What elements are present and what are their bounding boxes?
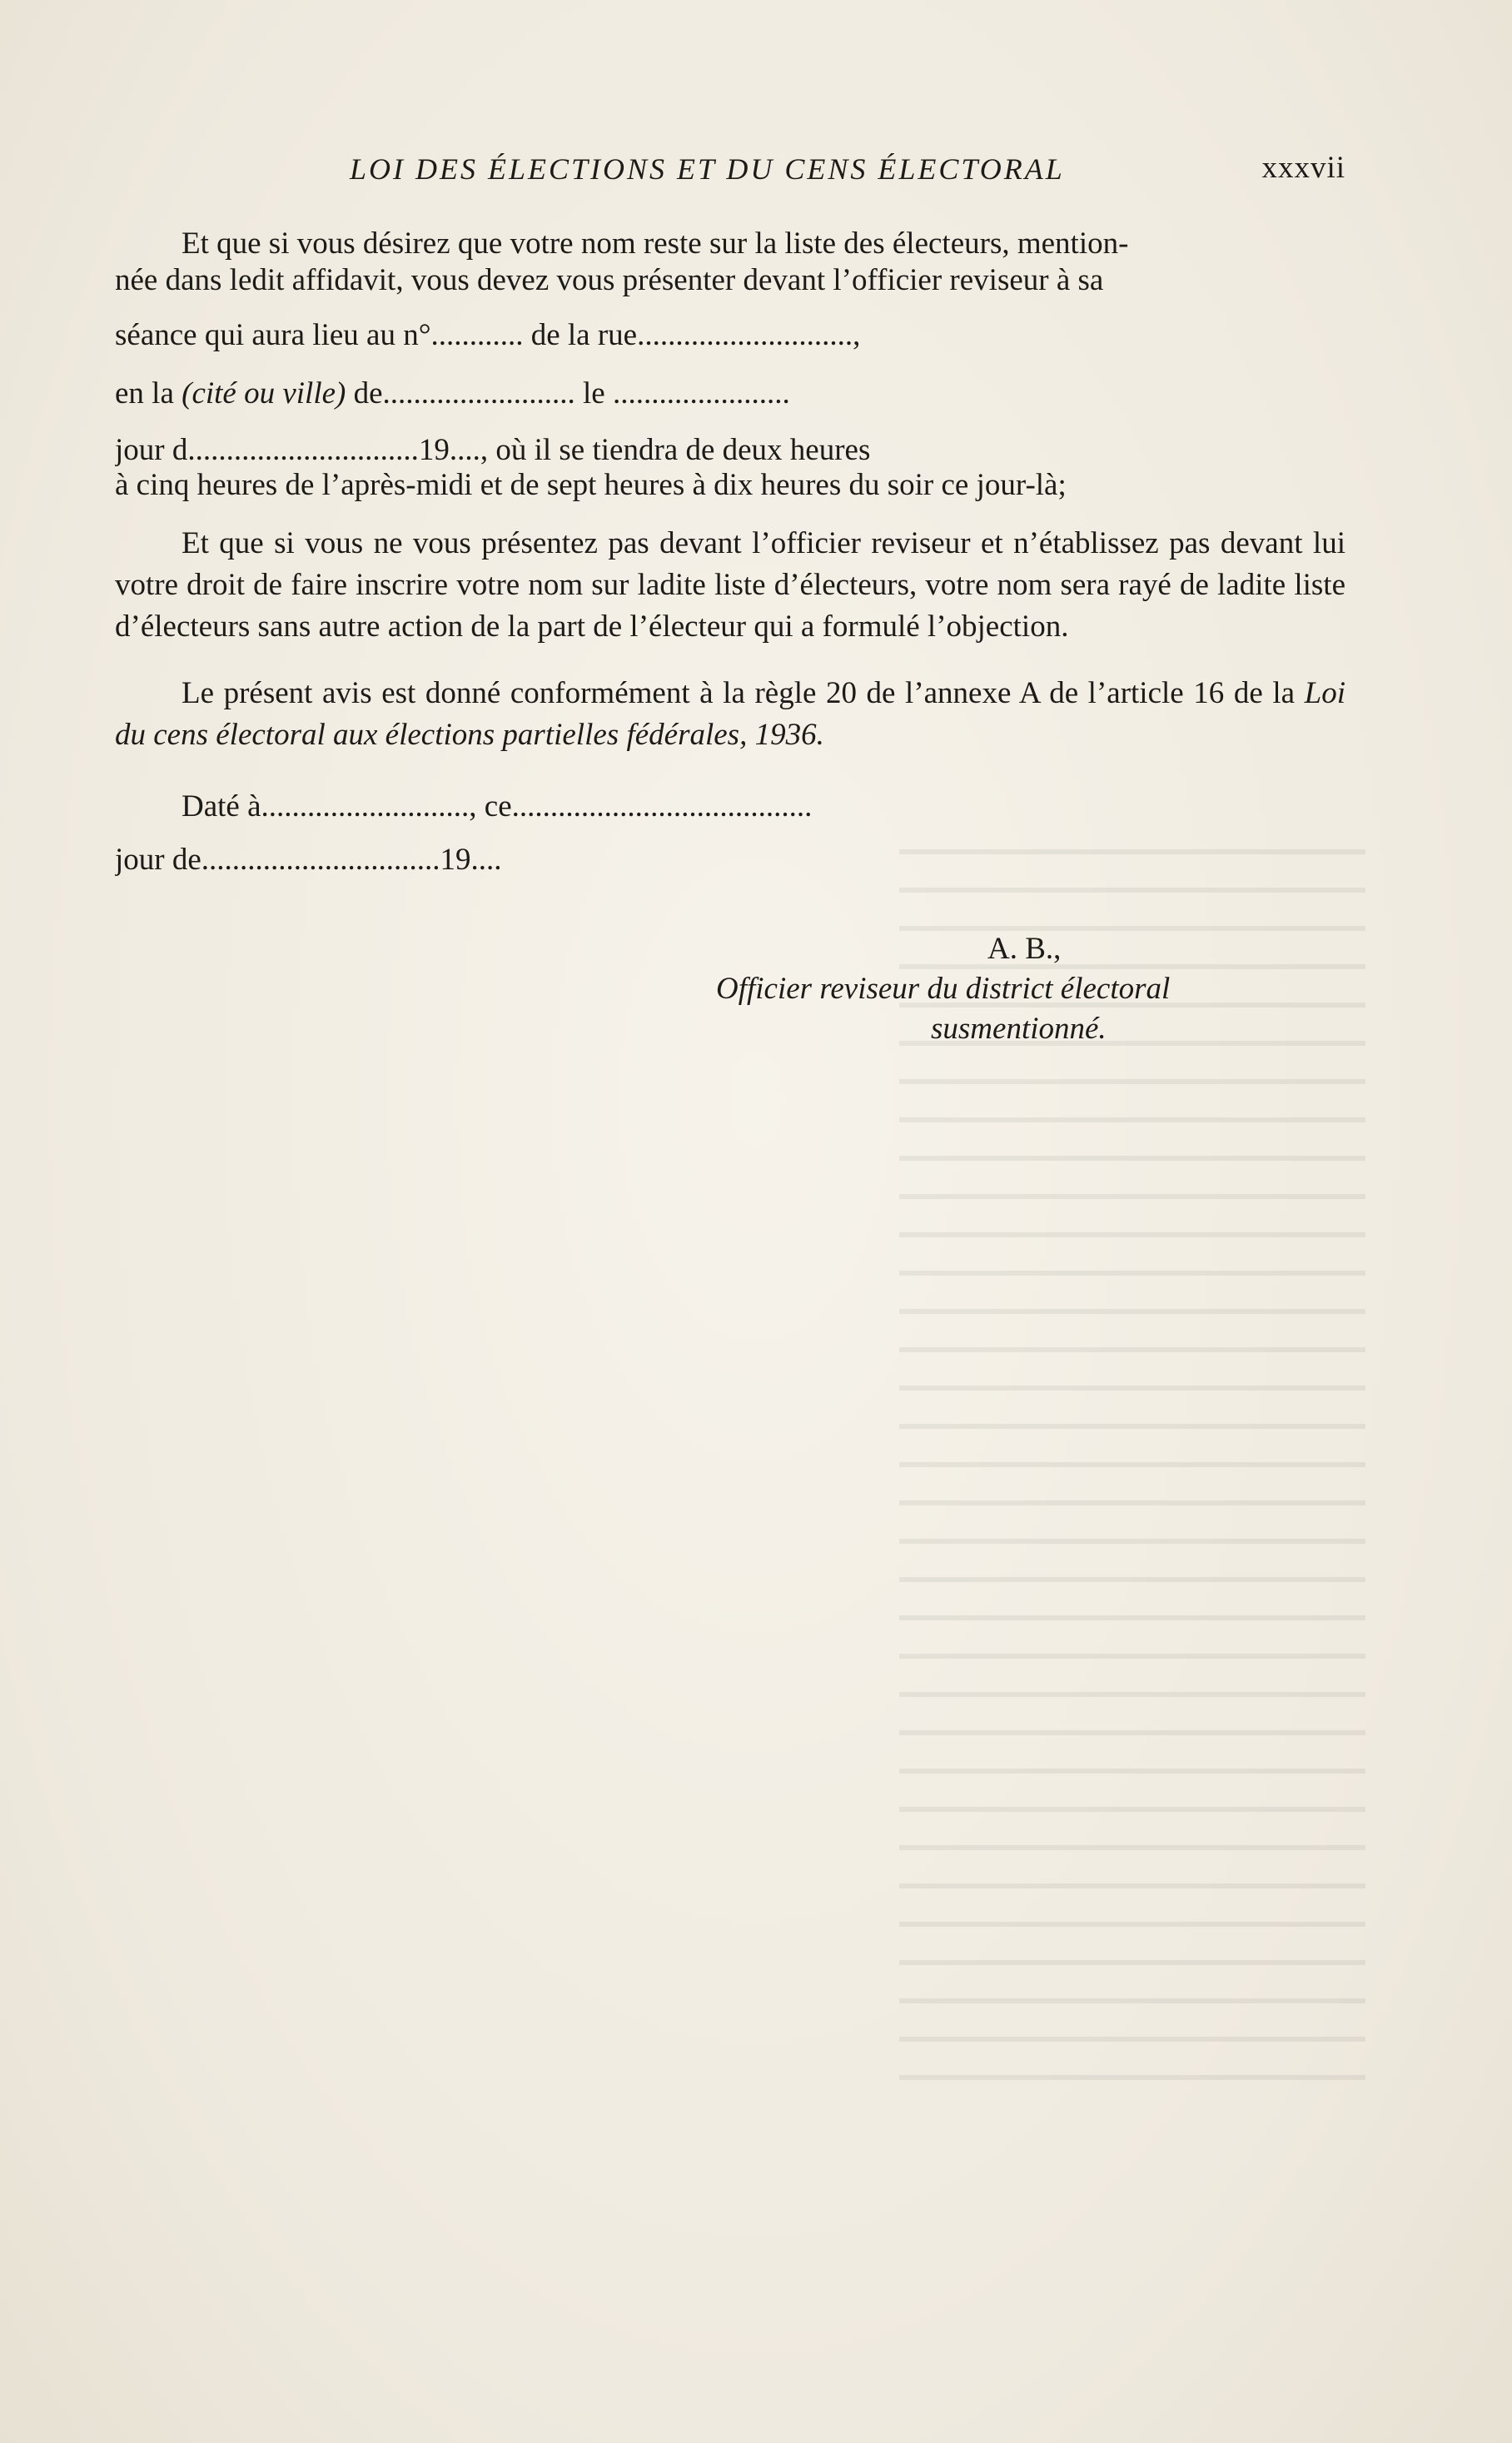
paragraph-1-line-4-text: en la (cité ou ville) de......................... le ....................... (115, 376, 790, 410)
date-line-2: jour de...............................19.... (115, 843, 502, 877)
signature-role-line-2: susmentionné. (931, 1012, 1107, 1046)
paragraph-2: Et que si vous ne vous présentez pas devant l’officier reviseur et n’établissez pas devant lui votre droit de faire inscrire votre nom sur ladite liste d’électeurs, votre nom sera rayé de ladite liste d’électeurs sans autre action de la part de l’électeur qui a formulé l’objection. (115, 526, 1345, 644)
paragraph-1-line-1: Et que si vous désirez que votre nom reste sur la liste des électeurs, mention- (182, 226, 1129, 261)
date-line-1: Daté à..........................., ce....................................... (182, 789, 813, 823)
signature-role-line-1: Officier reviseur du district électoral (716, 972, 1171, 1006)
paragraph-3 (115, 673, 1345, 756)
paragraph-3-law-title: Loi du cens électoral aux élections partielles fédérales, 1936. (115, 676, 1345, 752)
paragraph-1-line-3: séance qui aura lieu au n°............ de la rue............................, (115, 318, 861, 352)
paragraph-1-line-5: jour d..............................19...., où il se tiendra de deux heures (115, 433, 871, 467)
paragraph-3-text: Le présent avis est donné conformément à la règle 20 de l’annexe A de l’article 16 de la (182, 676, 1305, 710)
signature-block (666, 929, 1349, 1049)
city-or-town-italic: (cité ou ville) (182, 376, 346, 410)
paragraph-1-line-2: née dans ledit affidavit, vous devez vous présenter devant l’officier reviseur à sa (115, 263, 1104, 297)
running-header-title: LOI DES ÉLECTIONS ET DU CENS ÉLECTORAL (350, 152, 1065, 186)
signature-name: A. B., (987, 932, 1062, 966)
page-number: xxxvii (1261, 151, 1345, 185)
paragraph-1-line-6: à cinq heures de l’après-midi et de sept heures à dix heures du soir ce jour-là; (115, 468, 1067, 502)
paragraph-1-line-4 (115, 373, 1345, 415)
